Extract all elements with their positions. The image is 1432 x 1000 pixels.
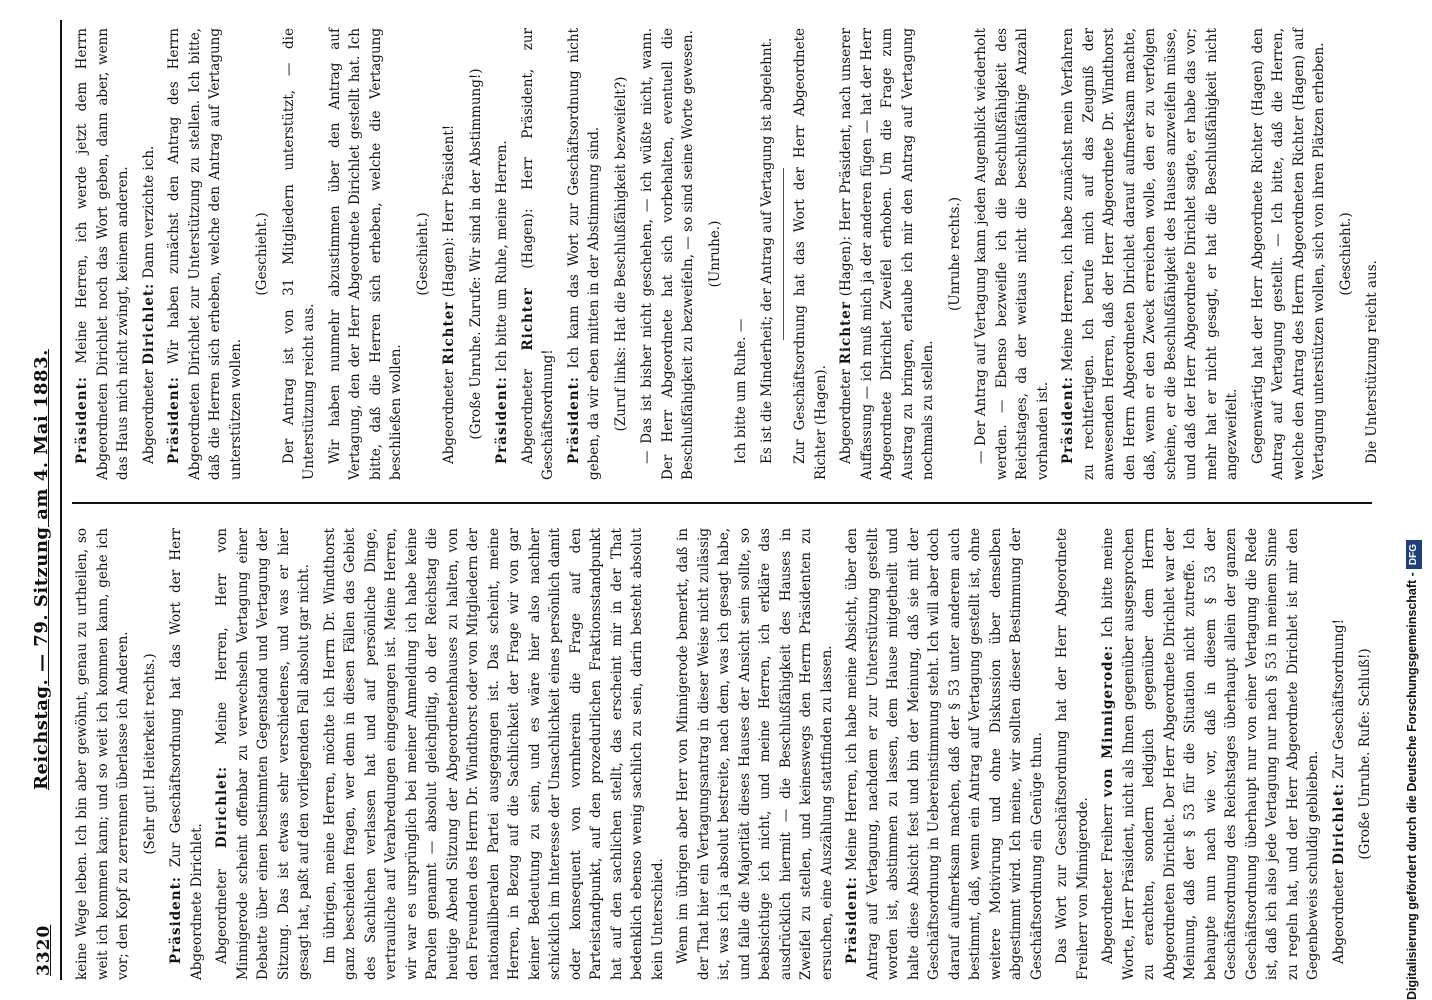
paragraph [139,28,160,480]
right-column [72,28,1380,480]
speaker-name: Dirichlet: [1330,782,1347,865]
session-title: Reichstag. — 79. Sitzung am 4. [31,454,52,790]
paragraph: — Der Antrag auf Vertagung kann jeden Augenblick wiederholt werden. — Ebenso bezweifle ich die Beschlußfähigkeit des Reichstages, da der weitaus nicht die beschlußfähige Anzahl vorhanden ist. [973,28,1051,480]
paragraph: keine Wege leben. Ich bin aber gewöhnt, genau zu urtheilen, so weit ich kommen kann; und so weit ich kommen kann, gehe ich vor; den Kopf zu zerrennen überlasse ich Anderen. [74,528,131,980]
paragraph [492,28,513,480]
speaker-title: Abgeordneter [838,364,854,464]
running-title [32,349,53,790]
paragraph: Der Antrag ist von 31 Mitgliedern unterstützt, — die Unterstützung reicht aus. [280,28,317,480]
stage-direction: (Unruhe rechts.) [946,196,963,312]
paragraph [212,528,315,980]
paragraph [842,528,1047,980]
paragraph [1058,28,1243,480]
speaker-title: Abgeordneter [1330,864,1347,964]
speaker-name: Präsident: [1060,376,1076,464]
speech-text: (Hagen): Herr Präsident, zur Geschäftsordnung! [519,28,556,480]
paragraph: — Das ist bisher nicht geschehen, — ich wüßte nicht, wann. Der Herr Abgeordnete hat sich vorbehalten, eventuell die Beschlußfähigkeit zu bezweifeln, — so sind seine Worte gewesen. [639,28,696,480]
speaker-name: Präsident: [844,876,860,964]
speech-text: Dann verzichte ich. [140,145,157,283]
speaker-name: Präsident: [565,376,582,464]
session-date: Mai 1883. [31,349,52,455]
stage-direction: (Sehr gut! Heiterkeit rechts.) [141,653,158,855]
credit-text: Digitalisierung gefördert durch die Deutsche Forschungsgemeinschaft - [1405,572,1419,1000]
paragraph [836,28,939,480]
paragraph: Die Unterstützung reicht aus. [1364,260,1380,464]
paragraph: Wir haben nunmehr abzustimmen über den Antrag auf Vertagung, den der Herr Abgeordnete Dirichlet gestellt hat. Ich bitte, daß die Herren sich erheben, welche die Vertagung beschließen wollen. [326,28,404,480]
speaker-name: Präsident: [166,376,182,464]
paragraph [166,528,207,980]
dfg-logo: DFG [1406,540,1422,569]
speaker-name: Richter [519,287,536,351]
paragraph: Zur Geschäftsordnung hat das Wort der Herr Abgeordnete Richter (Hagen). [792,28,829,480]
column-divider [72,502,1372,504]
speech-text: Ich bitte meine Worte, Herr Präsident, nicht als Ihnen gegenüber ausgesprochen zu erachten, sondern lediglich gegenüber dem Herrn Abgeordneten Dirichlet. Der Herr Abgeordnete Dirichlet war der Meinung, daß der § 53 für die Situation nicht zutreffe. Ich behaupte nun nach wie vor, daß in diesem § 53 der Geschäftsordnung des Reichstages überhaupt allein der ganzen Geschäftsordnung überhaupt nur von einer Vertagung die Rede ist, daß ich also jede Vertagung nur nach § 53 in meinem Sinne zu regeln hat, und der Herr Abgeordnete Dirichlet ist mir den Gegenbeweis schuldig geblieben. [1100,528,1321,980]
speech-text: Zur Geschäftsordnung hat das Wort der Herr Abgeordnete Dirichlet. [168,528,205,980]
paragraph: Gegenwärtig hat der Herr Abgeordnete Richter (Hagen) den Antrag auf Vertagung gestellt. — Ich bitte, daß die Herren, welche den Antrag des Herrn Abgeordneten Richter (Hagen) auf Vertagung unterstützen wollen, sich von ihren Plätzen erheben. [1249,28,1327,480]
speech-text: Ich bitte um Ruhe, meine Herren. [494,140,510,377]
speaker-name: Präsident: [494,376,510,464]
left-column [72,528,1380,980]
stage-direction: (Geschieht.) [254,212,270,296]
paragraph [72,28,134,480]
digitization-credit [1390,0,1432,1000]
paragraph: Im übrigen, meine Herren, möchte ich Herrn Dr. Windthorst ganz bescheiden fragen, wer denn in diesen Fällen das Gebiet des Sachlichen verlassen hat und auf persönliche Dinge, vertrauliche auf Verabredungen eingegangen ist. Meine Herren, wir war es ursprünglich bei meiner Anmeldung ich habe keine Parolen genannt — absolut gleichgiltig, ob der Reichstag die heutige Abend Sitzung der Abgeordnetenhauses zu halten, von den Freunden des Herrn Dr. Windthorst oder von Mitgliedern der nationalliberalen Partei ausgegangen ist. Das scheint, meine Herren, in Bezug auf die Sachlichkeit der Frage wir von gar keiner Bedeutung zu sein, und es wäre hier also nachher schicklich im Interesse der Unsachlichkeit eines persönlich damit oder konsequent von vornherein die Frage auf den Parteistandpunkt, auf den prozedurlichen Fraktionsstandpunkt hat auf den sachlichen stellt, das erscheint mir in der That bedenklich ebenso wenig sachlich zu sein, darin besteht absolut kein Unterschied. [321,528,666,980]
page-number: 3320 [34,924,54,976]
page-header [20,20,64,980]
speaker-name: Richter [838,301,854,365]
paragraph: Es ist die Minderheit; der Antrag auf Vertagung ist abgelehnt. [758,37,775,464]
speaker-title: Abgeordneter [441,364,457,464]
paragraph [439,28,460,480]
newspaper-page [20,20,1380,980]
paragraph: Wenn im übrigen aber Herr von Minnigerode bemerkt, daß in der That hier ein Vertagungsantrag in dieser Weise nicht zulässig ist, was ich ja absolut bestreite, nach dem, was ich gesagt habe, und falle die Majorität dieses Hauses der Ansicht sein sollte, so beabsichtige ich nicht, und meine Herren, ich erkläre das ausdrücklich hiermit — die Beschlußfähigkeit des Hauses in Zweifel zu stellen, und keineswegs den Herrn Präsidenten zu ersuchen, eine Auszählung stattfinden zu lassen. [675,528,835,980]
speech-text: Meine Herren, ich habe zunächst mein Verfahren zu rechtfertigen. Ich berufe mich auf das Zeugniß der anwesenden Herren, daß der Herr Abgeordnete Dr. Windthorst den Herrn Abgeordneten Dirichlet darauf aufmerksam machte, daß, wenn er den Zweck erreichen wolle, den er zu verfolgen scheine, er die Beschlußfähigkeit des Hauses anzweifeln müsse, und daß der Herr Abgeordnete Dirichlet sagte, er habe das vor; mehr hat er nicht gesagt, er hat die Beschlußfähigkeit nicht angezweifelt. [1060,28,1240,480]
speech-text: (Hagen): Herr Präsident, nach unserer Auffassung — ich muß mich ja der anderen fügen — hat der Herr Abgeordnete Dirichlet Zweifel erhoben. Um die Frage zum Austrag zu bringen, erlaube ich mir den Antrag auf Vertagung nochmals zu stellen. [838,28,936,480]
paragraph [164,28,246,480]
speaker-name: von Minnigerode: [1100,644,1116,798]
paragraph [564,28,605,480]
speaker-title: Abgeordneter Freiherr [1100,797,1116,964]
speech-text: Meine Herren, ich werde jetzt dem Herrn Abgeordneten Dirichlet noch das Wort geben, dann aber, wenn das Haus mich nicht zwingt, keinem anderen. [74,28,131,480]
paragraph: Das Wort zur Geschäftsordnung hat der Herr Abgeordnete Freiherr von Minnigerode. [1054,528,1091,980]
stage-direction: (Geschieht.) [414,212,431,296]
speaker-name: Dirichlet: [214,766,230,849]
credit-text-wrapper [1402,0,1432,1000]
stage-direction: (Zuruf links: Hat die Beschlußfähigkeit bezweifelt?) [612,76,629,432]
stage-direction: (Große Unruhe. Rufe: Schluß!) [1357,648,1373,860]
speech-text: Zur Geschäftsordnung! [1330,619,1347,783]
speech-text: (Hagen): Herr Präsident! [441,124,457,302]
speech-text: Wir haben zunächst den Antrag des Herrn Abgeordneten Dirichlet zur Unterstützung zu stellen. Ich bitte, daß die Herren sich erheben, welche den Antrag auf Vertagung unterstützen wollen. [166,28,244,480]
speaker-name: Präsident: [74,376,90,464]
stage-direction: (Unruhe.) [706,220,723,288]
speaker-name: Dirichlet: [140,282,157,365]
paragraph [1329,528,1350,980]
header-rule [60,20,62,980]
speaker-title: Abgeordneter [214,848,230,964]
stage-direction: (Große Unruhe. Zurufe: Wir sind in der Abstimmung!) [467,68,484,440]
speaker-title: Abgeordneter [140,364,157,464]
stage-direction: (Geschieht.) [1337,212,1354,296]
speaker-name: Richter [441,301,457,365]
speech-text: Ich kann das Wort zur Geschäftsordnung nicht geben, da wir eben mitten in der Abstimmung sind. [565,28,602,480]
speaker-title: Abgeordneter [519,350,536,464]
section-rule [783,168,784,340]
paragraph [1098,528,1324,980]
speech-text: Meine Herren, Herr von Minnigerode scheint offenbar zu verwechseln Vertagung einer Debatte über einen bestimmten Gegenstand und Vertagung der Sitzung. Das ist etwas sehr verschiedenes, und was er hier gesagt hat, paßt auf den vorliegenden Fall absolut gar nicht. [214,527,312,980]
paragraph: Ich bitte um Ruhe. — [733,318,749,464]
speaker-name: Präsident: [168,876,184,964]
speech-text: Meine Herren, ich habe meine Absicht, über den Antrag auf Vertagung, nachdem er zur Unterstützung gestellt worden ist, abstimmen zu lassen, dem Hause mitgetheilt und halte diese Absicht fest und bin der Meinung, daß sie mit der Geschäftsordnung in Uebereinstimmung steht. Ich will aber doch darauf aufmerksam machen, daß der § 53 unter anderem auch bestimmt, daß, wenn ein Antrag auf Vertagung gestellt ist, ohne weitere Motivirung und ohne Diskussion über denselben abgestimmt wird. Ich meine, wir sollten dieser Bestimmung der Geschäftsordnung ein Genüge thun. [844,528,1045,980]
paragraph [518,28,559,480]
